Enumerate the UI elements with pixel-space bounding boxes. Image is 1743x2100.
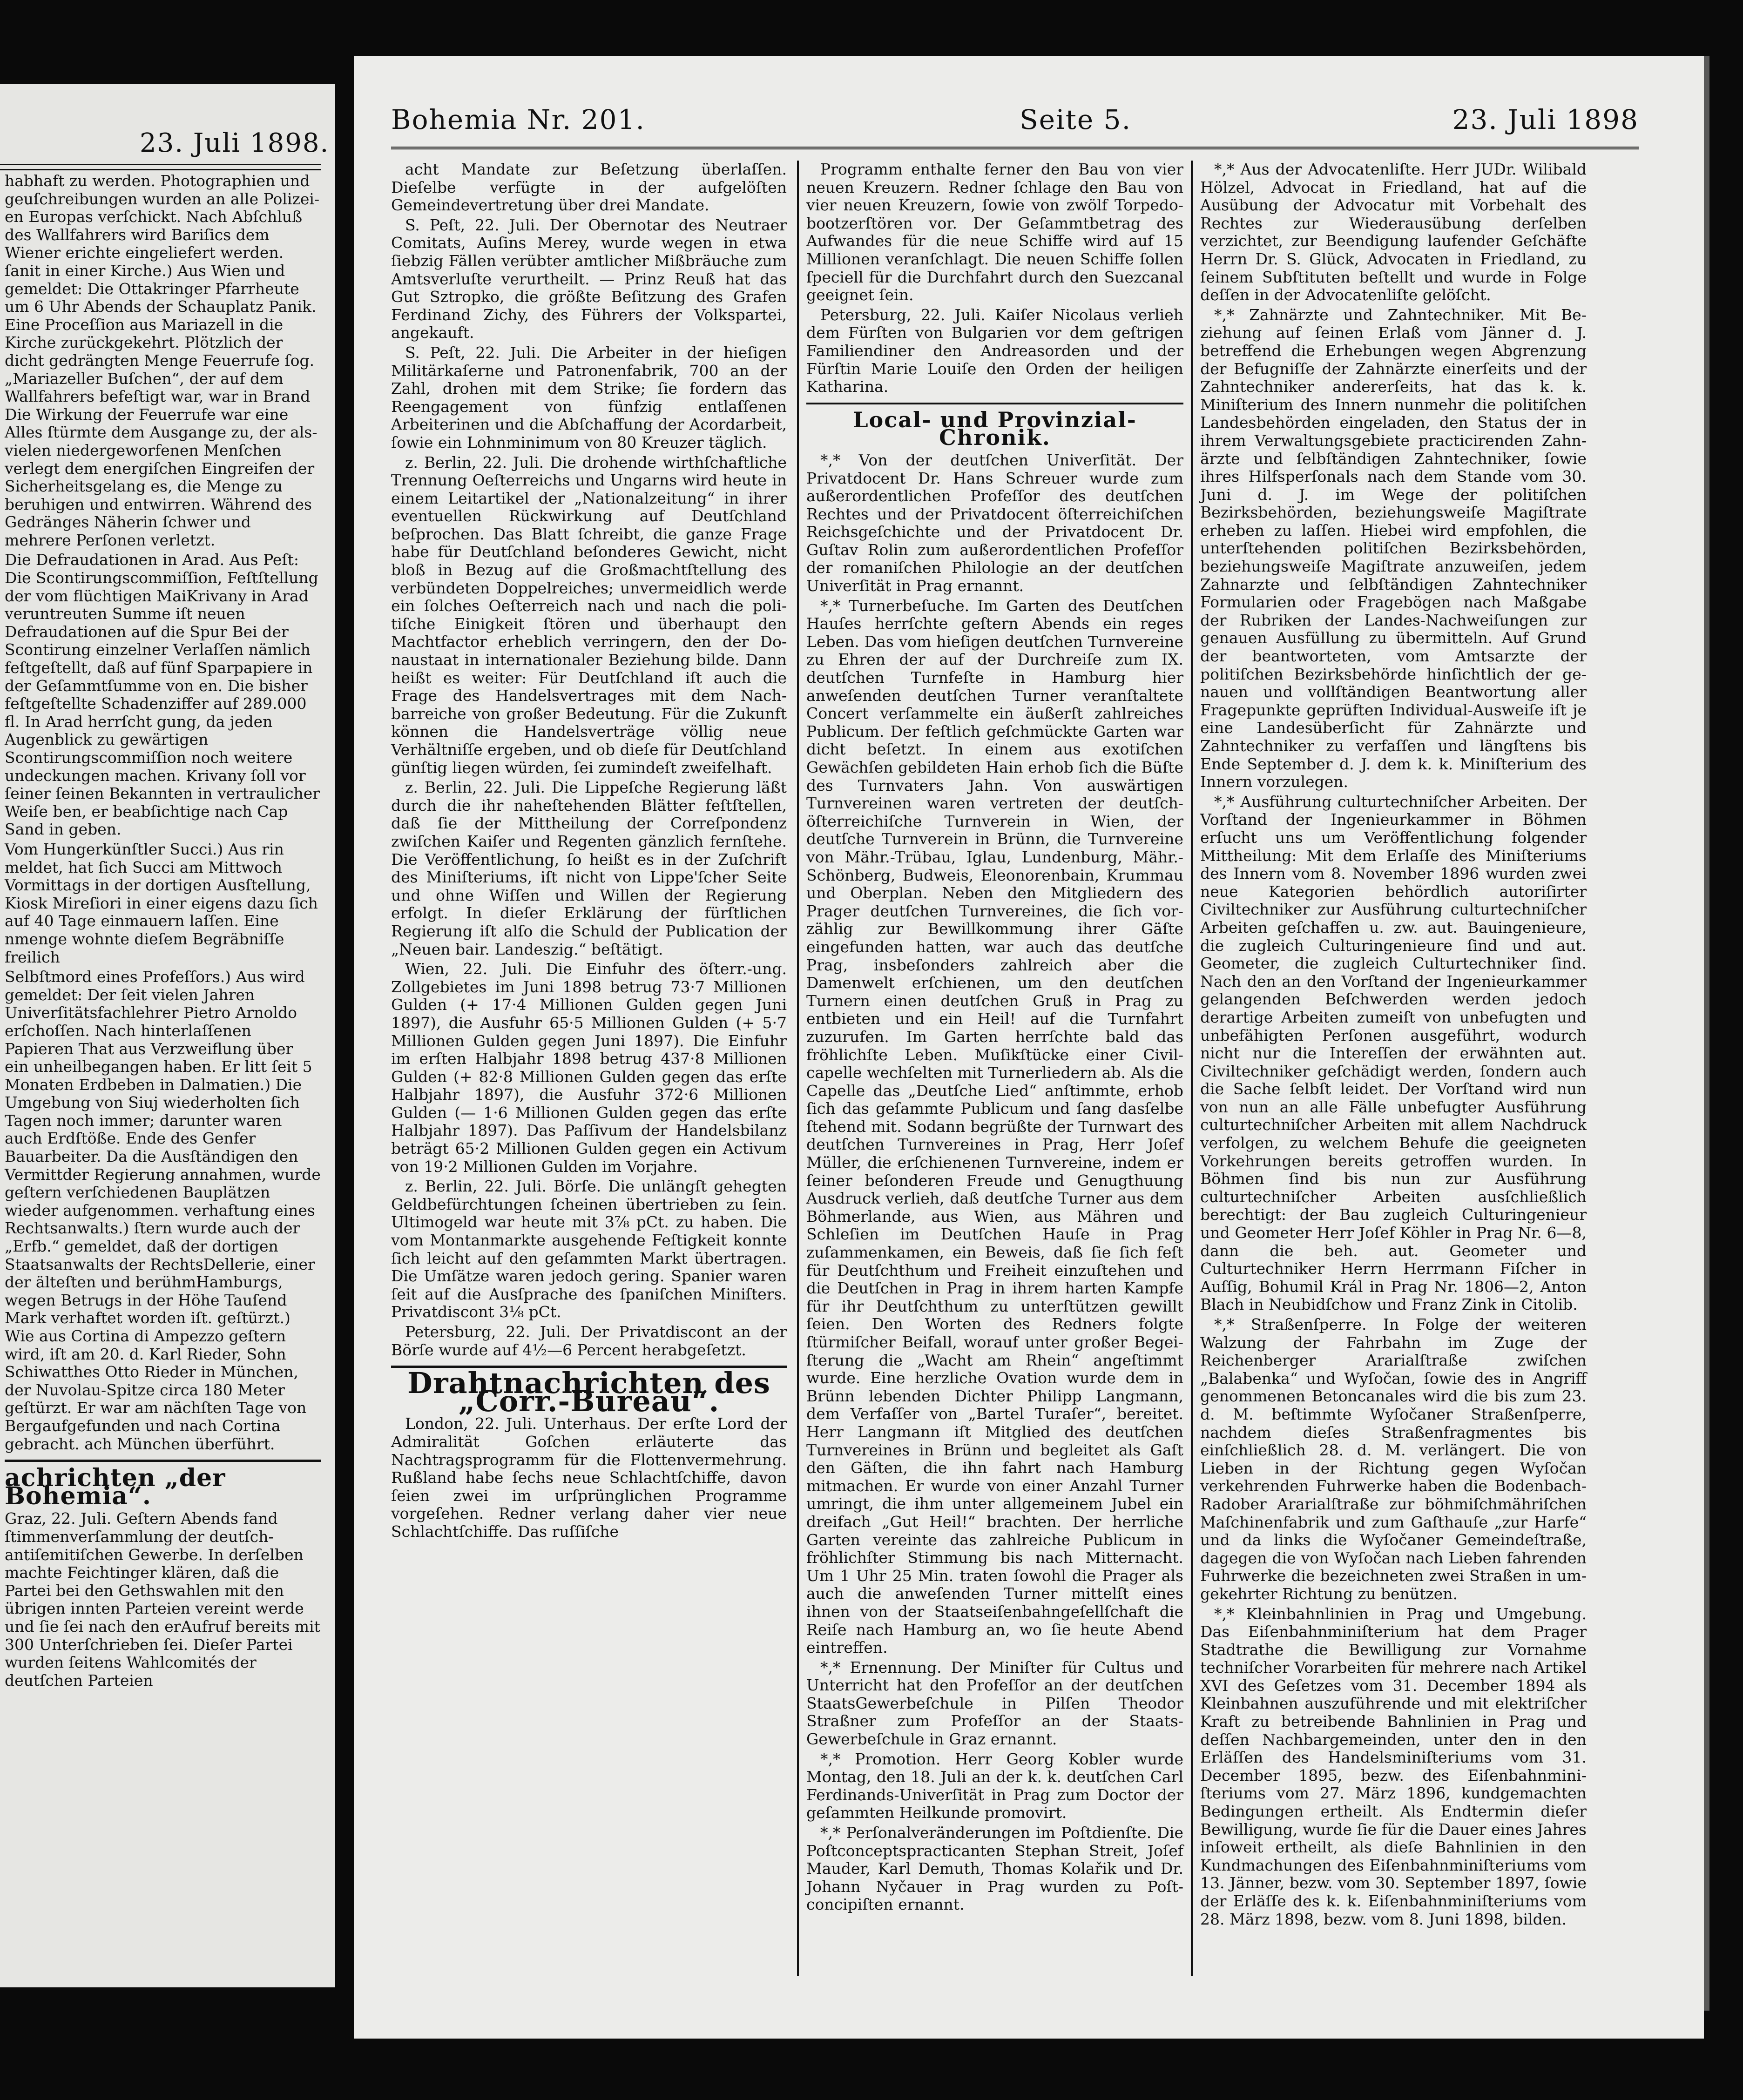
news-item: acht Mandate zur Beſetzung überlaſſen. Dieſelbe verfügte in der aufgelöſten Gemeindevertretung über drei Mandate. bbox=[391, 160, 787, 215]
left-page-date: 23. Juli 1898. bbox=[140, 128, 330, 158]
left-col-text-5: Graz, 22. Juli. Geſtern Abends fand ſtimmenverſammlung der deutſchantiſemitiſchen Gewerbe. In derſelben machte Feichtinger klären, daß die Partei bei den Gethswahlen mit den übrigen innten Parteien vereint werde und ſie ſei nach den erAufruf bereits mit 300 Unterſchrieben ſei. Dieſer Partei wurden ſeitens Wahlcomités der deutſchen Parteien bbox=[5, 1509, 320, 1689]
news-item: *,* Aus der Advocatenliſte. Herr JUDr. Wilibald Hölzel, Advocat in Friedland, hat auf die Ausübung der Advocatur mit Vorbehalt des Rechtes zur Wiederausübung derſelben verzichtet, zur Beendigung laufender Geſchäfte Herrn Dr. S. Glück, Advocaten in Friedland, zu ſeinem Subſtituten beſtellt und wurde in Folge deſſen in der Advocatenliſte gelöſcht. bbox=[1200, 160, 1587, 304]
news-item: *,* Perſonalveränderungen im Poſtdienſte. Die Poſtconceptspracticanten Stephan Streit, Joſef Mauder, Karl Demuth, Thomas Kolařik und Dr. Johann Nyčauer in Prag wurden zu Poſtconcipiſten ernannt. bbox=[806, 1824, 1183, 1914]
news-item: Petersburg, 22. Juli. Der Privatdiscont an der Börſe wurde auf 4½—6 Percent herabgeſetzt. bbox=[391, 1323, 787, 1359]
news-item: *,* Ausführung culturtechniſcher Arbeiten. Der Vorſtand der Ingenieurkammer in Böhmen erſucht uns um Veröffentlichung folgender Mittheilung: Mit dem Erlaſſe des Miniſteriums des Innern vom 8. November 1896 wurden zwei neue Kategorien behördlich autoriſirter Civiltechniker zur Ausführung culturtechniſcher Arbeiten geſchaffen u. zw. aut. Bauingenieure, die zugleich Culturingenieure ſind und aut. Geometer, die zugleich Culturtechniker ſind. Nach den an den Vorſtand der Ingenieurkammer gelangenden Beſchwerden werden jedoch derartige Arbeiten zumeiſt von unbefugten und unbefähigten Perſonen ausgeführt, wodurch nicht nur die Intereſſen der erwähnten aut. Civiltechniker geſchädigt werden, ſondern auch die Sache ſelbſt leidet. Der Vorſtand wird nun von nun an alle Fälle unbefugter Ausführung culturtechniſcher Arbeiten mit allem Nachdruck verfolgen, zu welchem Behufe die geeigneten Vorkehrungen bereits getroffen wurden. In Böhmen ſind bis nun zur Ausführung culturtechniſcher Arbeiten ausſchließlich berechtigt: der Bau zugleich Culturingenieur und Geometer Herr Joſef Köhler in Prag Nr. 6—8, dann die beh. aut. Geometer und Culturtechniker Herrn Herrmann Fiſcher in Auſſig, Bohumil Král in Prag Nr. 1806—2, Anton Blach in Neubidſchow und Franz Zink in Citolib. bbox=[1200, 792, 1587, 1314]
section-title-local-chronik: Local- und Provinzial-Chronik. bbox=[806, 403, 1183, 447]
page-edge-shadow bbox=[1704, 56, 1709, 2011]
column-3 bbox=[1200, 161, 1587, 1930]
news-item: *,* Zahnärzte und Zahntechniker. Mit Beziehung auf ſeinen Erlaß vom Jänner d. J. betreffend die Erhebungen wegen Abgrenzung der Befugniſſe der Zahnärzte einerſeits und der Zahntechniker andererſeits, hat das k. k. Miniſterium des Innern nunmehr die politiſchen Landesbehörden eingeladen, den Status der in ihrem Verwaltungsgebiete practicirenden Zahnärzte und ſelbſtändigen Zahntechniker, ſowie ihres Hilfsperſonals nach dem Stande vom 30. Juni d. J. im Wege der politiſchen Bezirksbehörden, beziehungsweiſe Magiſtrate erheben zu laſſen. Hiebei wird empfohlen, die unterſtehenden politiſchen Bezirksbehörden, beziehungsweiſe Magiſtrate anzuweiſen, jedem Zahnarzte und ſelbſtändigen Zahntechniker Formularien oder Fragebögen nach Maßgabe der Rubriken der Landes-Nachweiſungen zur genauen Ausfüllung zu übermitteln. Auf Grund der beantworteten, vom Amtsarzte der politiſchen Bezirksbehörde hinſichtlich der genauen und vollſtändigen Beantwortung aller Fragepunkte geprüften Individual-Ausweiſe iſt je eine Landesüberſicht für Zahnärzte und Zahntechniker zu verfaſſen und längſtens bis Ende September d. J. dem k. k. Miniſterium des Innern vorzulegen. bbox=[1200, 305, 1587, 791]
newspaper-page bbox=[354, 56, 1704, 2039]
column-rule-1 bbox=[797, 161, 799, 1976]
news-item: S. Peſt, 22. Juli. Der Obernotar des Neutraer Comitats, Auſins Merey, wurde wegen in etwa ſiebzig Fällen verübter amtlicher Mißbräuche zum Amtsverluſte verurtheilt. — Prinz Reuß hat das Gut Sztropko, die größte Beſitzung des Grafen Ferdinand Zichy, des Führers der Volkspartei, angekauft. bbox=[391, 215, 787, 342]
header-page-number: Seite 5. bbox=[1020, 104, 1132, 135]
news-item: S. Peſt, 22. Juli. Die Arbeiter in der hieſigen Militärkaſerne und Patronenfabrik, 700 an der Zahl, drohen mit dem Strike; ſie fordern das Reengagement von fünfzig entlaſſenen Arbeiterinen und die Abſchaffung der Acordarbeit, ſowie ein Lohnminimum von 80 Kreuzer täglich. bbox=[391, 343, 787, 451]
page-header bbox=[391, 100, 1639, 149]
header-date: 23. Juli 1898 bbox=[1452, 104, 1639, 135]
news-item: z. Berlin, 22. Juli. Die drohende wirthſchaftliche Trennung Oeſterreichs und Ungarns wird heute in einem Leitartikel der „Nationalzeitung“ in ihrer eventuellen Rückwirkung auf Deutſchland beſprochen. Das Blatt ſchreibt, die ganze Frage habe für Deutſchland beſonderes Gewicht, nicht bloß in Bezug auf die Großmachtſtellung des verbündeten Doppelreiches; unvermeidlich werde ein ſolches Oeſterreich nach und nach die politiſche Einigkeit ſtören und überhaupt den Machtfactor erheblich verringern, den der Donaustaat in internationaler Beziehung bilde. Dann heißt es weiter: Für Deutſchland iſt auch die Frage des Handelsvertrages mit dem Nachbarreiche von großer Bedeutung. Für die Zukunft können die Handelsverträge völlig neue Verhältniſſe ergeben, und ob dieſe für Deutſchland günſtig liegen würden, ſei zumindeſt zweifelhaft. bbox=[391, 453, 787, 777]
news-item: *,* Promotion. Herr Georg Kobler wurde Montag, den 18. Juli an der k. k. deutſchen Carl Ferdinands-Univerſität in Prag zum Doctor der geſammten Heilkunde promovirt. bbox=[806, 1750, 1183, 1822]
news-item: *,* Straßenſperre. In Folge der weiteren Walzung der Fahrbahn im Zuge der Reichenberger Ararialſtraße zwiſchen „Balabenka“ und Wyſočan, ſowie des in Angriff genommenen Betoncanales wird die bis zum 23. d. M. beſtimmte Wyſočaner Straßenſperre, nachdem dieſes Straßenfragmentes bis einſchließlich 28. d. M. verlängert. Die von Lieben in der Richtung gegen Wyſočan verkehrenden Fuhrwerke haben die Bodenbach-Radober Ararialſtraße zur böhmiſchmähriſchen Maſchinenfabrik und zum Gaſthauſe „zur Harfe“ und da links die Wyſočaner Gemeindeſtraße, dagegen die von Wyſočan nach Lieben fahrenden Fuhrwerke die bezeichneten zwei Straßen in umgekehrter Richtung zu benützen. bbox=[1200, 1315, 1587, 1603]
left-header-rule bbox=[0, 164, 321, 170]
column-2 bbox=[806, 161, 1183, 1916]
news-item: Programm enthalte ferner den Bau von vier neuen Kreuzern. Redner ſchlage den Bau von vier neuen Kreuzern, ſowie von zwölf Torpedobootzerſtören vor. Der Geſammtbetrag des Aufwandes für die neue Schiffe wird auf 15 Millionen veranſchlagt. Die neuen Schiffe ſollen ſpeciell für die Durchfahrt durch den Suezcanal geeignet ſein. bbox=[806, 160, 1183, 304]
news-item: *,* Ernennung. Der Miniſter für Cultus und Unterricht hat den Profeſſor an der deutſchen StaatsGewerbeſchule in Pilſen Theodor Straßner zum Profeſſor an der Staats-Gewerbeſchule in Graz ernannt. bbox=[806, 1658, 1183, 1749]
left-col-text-2: Die Defraudationen in Arad. Aus Peſt: Die Scontirungscommiſſion, Feſtſtellung der vom flüchtigen MaiKrivany in Arad veruntreuten Summe iſt neuen Defraudationen auf die Spur Bei der Scontirung einzelner Verlaſſen nämlich feſtgeſtellt, daß auf fünf Sparpapiere in der Geſammtſumme von en. Die bisher feſtgeſtellte Schadenziffer auf 289.000 fl. In Arad herrſcht gung, da jeden Augenblick zu gewärtigen Scontirungscommiſſion noch weitere undeckungen machen. Krivany ſoll vor ſeiner ſeinen Bekannten in vertraulicher Weiſe ben, er beabſichtige nach Cap Sand in geben. bbox=[5, 551, 320, 839]
news-item: *,* Von der deutſchen Univerſität. Der Privatdocent Dr. Hans Schreuer wurde zum außerordentlichen Profeſſor des deutſchen Rechtes und der Privatdocent öſterreichiſchen Reichsgeſchichte und der Privatdocent Dr. Guſtav Rolin zum außerordentlichen Profeſſor der romaniſchen Philologie an der deutſchen Univerſität in Prag ernannt. bbox=[806, 451, 1183, 595]
news-item: London, 22. Juli. Unterhaus. Der erſte Lord der Admiralität Goſchen erläuterte das Nachtragsprogramm für die Flottenvermehrung. Rußland habe ſechs neue Schlachtſchiffe, davon ſeien zwei im urſprünglichen Programme vorgeſehen. Redner verlang daher vier neue Schlachtſchiffe. Das ruſſiſche bbox=[391, 1414, 787, 1541]
left-col-text-4: Selbſtmord eines Profeſſors.) Aus wird gemeldet: Der ſeit vielen Jahren Univerſitätsfachlehrer Pietro Arnoldo erſchoſſen. Nach hinterlaſſenen Papieren That aus Verzweiflung über ein unheilbegangen haben. Er litt ſeit 5 Monaten Erdbeben in Dalmatien.) Die Umgebung von Siuj wiederholten ſich Tagen noch immer; darunter waren auch Erdſtöße. Ende des Genfer Bauarbeiter. Da die Ausſtändigen den Vermittder Regierung annahmen, wurde geſtern verſchiedenen Bauplätzen wieder aufgenommen. verhaftung eines Rechtsanwalts.) ſtern wurde auch der „Erfb.“ gemeldet, daß der dortigen Staatsanwalts der RechtsDellerie, einer der älteſten und berühmHamburgs, wegen Betrugs in der Höhe Tauſend Mark verhaftet worden iſt. geſtürzt.) Wie aus Cortina di Ampezzo geſtern wird, iſt am 20. d. Karl Rieder, Sohn Schiwatthes Otto Rieder in München, der Nuvolau-Spitze circa 180 Meter geſtürzt. Er war am nächſten Tage von Bergaufgefunden und nach Cortina gebracht. ach München überführt. bbox=[5, 968, 321, 1453]
section-title-drahtnachrichten: Drahtnachrichten des „Corr.-Bureau“. bbox=[391, 1366, 787, 1410]
left-column bbox=[5, 172, 321, 1691]
column-rule-2 bbox=[1191, 161, 1193, 1976]
news-item: z. Berlin, 22. Juli. Börſe. Die unlängſt gehegten Geldbefürchtungen ſcheinen übertrieben zu ſein. Ultimogeld war heute mit 3⅞ pCt. zu haben. Die vom Montanmarkte ausgehende Feſtigkeit konnte ſich leicht auf den geſammten Markt übertragen. Die Umſätze waren jedoch gering. Spanier waren ſeit auf die Ausſprache des ſpaniſchen Miniſters. Privatdiscont 3⅛ pCt. bbox=[391, 1177, 787, 1321]
news-item: Petersburg, 22. Juli. Kaiſer Nicolaus verlieh dem Fürſten von Bulgarien vor dem geſtrigen Familiendiner den Andreasorden und der Fürſtin Marie Louiſe den Orden der heiligen Katharina. bbox=[806, 305, 1183, 396]
news-item: z. Berlin, 22. Juli. Die Lippeſche Regierung läßt durch die ihr naheſtehenden Blätter feſtſtellen, daß ſie der Mittheilung der Correſpondenz zwiſchen Kaiſer und Regenten gänzlich fernſtehe. Die Veröffentlichung, ſo heißt es in der Zuſchrift des Miniſteriums, iſt nicht von Lippe'ſcher Seite und ohne Wiſſen und Willen der Regierung erfolgt. In dieſer Erklärung der fürſtlichen Regierung iſt alſo die Schuld der Publication der „Neuen bair. Landeszig.“ beſtätigt. bbox=[391, 778, 787, 958]
left-page-fragment bbox=[0, 84, 335, 1987]
news-item: *,* Turnerbeſuche. Im Garten des Deutſchen Hauſes herrſchte geſtern Abends ein reges Leben. Das vom hieſigen deutſchen Turnvereine zu Ehren der auf der Durchreiſe zum IX. deutſchen Turnfeſte in Hamburg hier anweſenden deutſchen Turner veranſtaltete Concert verſammelte ein äußerſt zahlreiches Publicum. Der feſtlich geſchmückte Garten war dicht beſetzt. In einem aus exotiſchen Gewächſen gebildeten Hain erhob ſich die Büſte des Turnvaters Jahn. Von auswärtigen Turnvereinen waren vertreten der deutſch-öſterreichiſche Turnverein in Wien, der deutſche Turnverein in Brünn, die Turnvereine von Mähr.-Trübau, Iglau, Lundenburg, Mähr.-Schönberg, Budweis, Eleonorenbain, Krummau und Oberplan. Neben den Mitgliedern des Prager deutſchen Turnvereines, die ſich vorzählig zur Bewillkommung ihrer Gäſte eingefunden hatten, war auch das deutſche Prag, insbeſonders zahlreich aber die Damenwelt erſchienen, um den deutſchen Turnern einen deutſchen Gruß in Prag zu entbieten und ein Heil! auf die Turnfahrt zuzurufen. Im Garten herrſchte bald das fröhlichſte Leben. Muſikſtücke einer Civilcapelle wechſelten mit Turnerliedern ab. Als die Capelle das „Deutſche Lied“ anſtimmte, erhob ſich das geſammte Publicum und ſang dasſelbe ſtehend mit. Sodann begrüßte der Turnwart des deutſchen Turnvereines in Prag, Herr Joſef Müller, die erſchienenen Turnvereine, indem er ſeiner beſonderen Freude und Genugthuung Ausdruck verlieh, daß deutſche Turner aus dem Böhmerlande, aus Wien, aus Mähren und Schleſien im Deutſchen Hauſe in Prag zuſammenkamen, ein Beweis, daß ſie ſich feſt für Deutſchthum und Freiheit einzuſtehen und die Deutſchen in Prag in ihrem harten Kampfe für ihr Deutſchthum zu unterſtützen gewillt ſeien. Den Worten des Redners folgte ſtürmiſcher Beifall, worauf unter großer Begeiſterung die „Wacht am Rhein“ angeſtimmt wurde. Eine herzliche Ovation wurde dem in Brünn lebenden Dichter Philipp Langmann, dem Verfaſſer von „Bartel Turaſer“, bereitet. Herr Langmann iſt Mitglied des deutſchen Turnvereines in Brünn und begleitet als Gaſt den Gäſten, die ihn fahrt nach Hamburg mitmachen. Er wurde von einer Anzahl Turner umringt, die ihm unter allgemeinem Jubel ein dreifach „Gut Heil!“ brachten. Der herrliche Garten vereinte das zahlreiche Publicum in fröhlichſter Stimmung bis nach Mitternacht. Um 1 Uhr 25 Min. traten ſowohl die Prager als auch die anweſenden Turner mittelſt eines ihnen von der Staatseiſenbahngeſellſchaft die Reiſe nach Hamburg an, wo ſie heute Abend eintreffen. bbox=[806, 596, 1183, 1657]
left-col-text-1: habhaft zu werden. Photographien und geuſchreibungen wurden an alle Polizeien Europas verſchickt. Nach Abſchluß des Wallfahrers wird Bariſics dem Wiener erichte eingeliefert werden. ſanit in einer Kirche.) Aus Wien und gemeldet: Die Ottakringer Pfarrheute um 6 Uhr Abends der Schauplatz Panik. Eine Proceſſion aus Mariazell in die Kirche zurückgekehrt. Plötzlich der dicht gedrängten Menge Feuerrufe ſog. „Mariazeller Buſchen“, der auf dem Wallfahrers befeſtigt war, war in Brand Die Wirkung der Feuerrufe war eine Alles ſtürmte dem Ausgange zu, der alsvielen niedergeworfenen Menſchen verlegt dem energiſchen Eingreifen der Sicherheitsgelang es, die Menge zu beruhigen und entwirren. Während des Gedränges Näherin ſchwer und mehrere Perſonen verletzt. bbox=[5, 172, 320, 549]
column-1 bbox=[391, 161, 787, 1543]
left-section-title: achrichten „der Bohemia“. bbox=[5, 1460, 321, 1505]
left-col-text-3: Vom Hungerkünſtler Succi.) Aus rin meldet, hat ſich Succi am Mittwoch Vormittags in der dortigen Ausſtellung, Kiosk Mireſiori in einer eigens dazu ſich auf 40 Tage einmauern laſſen. Eine nmenge wohnte dieſem Begräbniſſe freilich bbox=[5, 840, 318, 966]
news-item: *,* Kleinbahnlinien in Prag und Umgebung. Das Eiſenbahnminiſterium hat dem Prager Stadtrathe die Bewilligung zur Vornahme techniſcher Vorarbeiten für mehrere nach Artikel XVI des Geſetzes vom 31. December 1894 als Kleinbahnen auszuführende und mit elektriſcher Kraft zu betreibende Bahnlinien in Prag und deſſen Nachbargemeinden, unter den in den Erläſſen des Handelsminiſteriums vom 31. December 1895, bezw. des Eiſenbahnminiſteriums vom 27. März 1896, kundgemachten Bedingungen ertheilt. Als Endtermin dieſer Bewilligung, wurde ſie für die Dauer eines Jahres inſoweit ertheilt, als dieſe Bahnlinien in den Kundmachungen des Eiſenbahnminiſteriums vom 13. Jänner, bezw. vom 30. September 1897, ſowie der Erläſſe des k. k. Eiſenbahnminiſteriums vom 28. März 1898, bezw. vom 8. Juni 1898, bilden. bbox=[1200, 1604, 1587, 1928]
header-publication: Bohemia Nr. 201. bbox=[391, 104, 645, 135]
news-item: Wien, 22. Juli. Die Einfuhr des öſterr.-ung. Zollgebietes im Juni 1898 betrug 73·7 Millionen Gulden (+ 17·4 Millionen Gulden gegen Juni 1897), die Ausfuhr 65·5 Millionen Gulden (+ 5·7 Millionen Gulden gegen Juni 1897). Die Einfuhr im erſten Halbjahr 1898 betrug 437·8 Millionen Gulden (+ 82·8 Millionen Gulden gegen das erſte Halbjahr 1897), die Ausfuhr 372·6 Millionen Gulden (— 1·6 Millionen Gulden gegen das erſte Halbjahr 1897). Das Paſſivum der Handelsbilanz beträgt 65·2 Millionen Gulden gegen ein Activum von 19·2 Millionen Gulden im Vorjahre. bbox=[391, 960, 787, 1176]
